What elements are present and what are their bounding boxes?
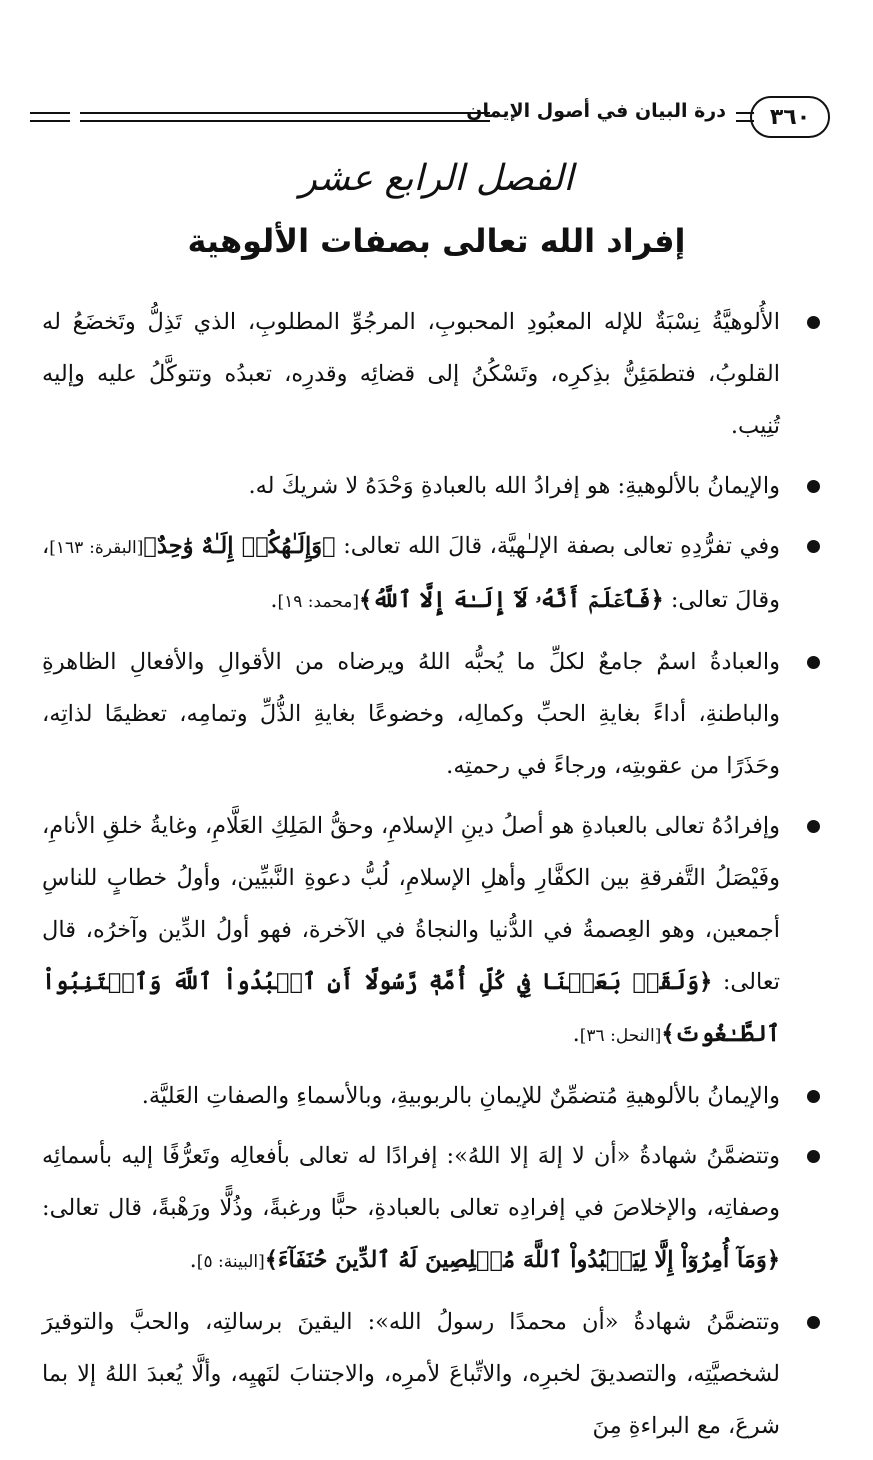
- paragraph-text: ، وقالَ تعالى:: [42, 533, 780, 613]
- paragraph-text: والإيمانُ بالألوهيةِ: هو إفرادُ الله بالعبادةِ وَحْدَهُ لا شريكَ له.: [248, 473, 780, 499]
- header-rule-divider: [736, 112, 754, 122]
- paragraph-text: وفي تفرُّدِهِ تعالى بصفة الإلـٰهيَّة، قالَ الله تعالى:: [335, 533, 780, 559]
- verse-reference: [النحل: ٣٦]: [579, 1026, 662, 1046]
- bullet-paragraph: [42, 636, 824, 792]
- quran-verse: ﴿فَٱعۡلَمۡ أَنَّهُۥ لَآ إِلَـٰهَ إِلَّا ٱللَّهُ﴾: [359, 587, 664, 613]
- quran-verse: ﴿وَلَقَدۡ بَعَثۡنَا فِي كُلِّ أُمَّةٖ رَّسُولًا أَنِ ٱعۡبُدُواْ ٱللَّهَ وَٱجۡتَنِبُواْ ٱلطَّـٰغُوتَ﴾: [42, 969, 780, 1047]
- bullet-icon: [807, 820, 820, 833]
- bullet-icon: [807, 1150, 820, 1163]
- bullet-icon: [807, 1090, 820, 1103]
- paragraph-text: وإفرادُهُ تعالى بالعبادةِ هو أصلُ دينِ الإسلامِ، وحقُّ المَلِكِ العَلَّامِ، وغايةُ خلقِ الأنامِ، وفَيْصَلُ التَّفرقةِ بين الكفَّارِ وأهلِ الإسلامِ، لُبُّ دعوةِ النَّبيِّين، وأولُ خطابٍ للناسِ أجمعين، وهو العِصمةُ في الدُّنيا والنجاةُ في الآخرة، فهو أولُ الدِّين وآخرُه، قال تعالى:: [42, 813, 780, 995]
- bullet-icon: [807, 656, 820, 669]
- paragraph-text: .: [270, 587, 278, 613]
- paragraph-text: .: [572, 1021, 580, 1047]
- bullet-paragraph: [42, 460, 824, 512]
- paragraph-text: .: [189, 1247, 197, 1273]
- paragraph-text: وتتضمَّنُ شهادةُ «أن محمدًا رسولُ الله»: اليقينَ برسالتِه، والحبَّ والتوقيرَ لشخصيَّتِه، والتصديقَ لخبرِه، والاتِّباعَ لأمرِه، والاجتنابَ لنَهيِه، وألَّا يُعبدَ اللهُ إلا بما شرعَ، مع البراءةِ مِنَ: [42, 1309, 780, 1439]
- page-number: ٣٦٠: [750, 96, 830, 138]
- quran-verse: ﴿وَمَآ أُمِرُوٓاْ إِلَّا لِيَعۡبُدُواْ ٱللَّهَ مُخۡلِصِينَ لَهُ ٱلدِّينَ حُنَفَآءَ﴾: [264, 1247, 780, 1273]
- paragraph-text: والإيمانُ بالألوهيةِ مُتضمِّنٌ للإيمانِ بالربوبيةِ، وبالأسماءِ والصفاتِ العَليَّة.: [141, 1083, 780, 1109]
- chapter-title: إفراد الله تعالى بصفات الألوهية: [187, 222, 686, 260]
- paragraph-text: وتتضمَّنُ شهادةُ «أن لا إلهَ إلا اللهُ»: إفرادًا له تعالى بأفعالِه وتَعرُّفًا إليه بأسمائِه وصفاتِه، والإخلاصَ في إفرادِه تعالى بالعبادةِ، حبًّا ورغبةً، وذُلًّا ورَهْبةً، قال تعالى:: [42, 1143, 780, 1221]
- bullet-icon: [807, 316, 820, 329]
- bullet-icon: [807, 540, 820, 553]
- bullet-paragraph: [42, 1130, 824, 1288]
- verse-reference: [محمد: ١٩]: [277, 592, 360, 612]
- bullet-paragraph: [42, 520, 824, 628]
- bullet-paragraph: [42, 800, 824, 1062]
- header-rule-divider: [30, 112, 70, 122]
- verse-reference: [البينة: ٥]: [196, 1252, 265, 1272]
- bullet-paragraph: [42, 296, 824, 452]
- bullet-paragraph: [42, 1070, 824, 1122]
- verse-reference: [البقرة: ١٦٣]: [49, 538, 144, 558]
- quran-verse: ﴿وَإِلَـٰهُكُمۡ إِلَـٰهٌ وَٰحِدٌ﴾: [143, 533, 336, 559]
- book-title: درة البيان في أصول الإيمان: [466, 100, 726, 122]
- paragraph-text: الأُلوهيَّةُ نِسْبَةٌ للإله المعبُودِ المحبوبِ، المرجُوِّ المطلوبِ، الذي تَذِلُّ وتَخضَعُ له القلوبُ، فتطمَئِنُّ بذِكرِه، وتَسْكُنُ إلى قضائِه وقدرِه، تعبدُه وتتوكَّلُ عليه وإليه تُنِيب.: [42, 309, 780, 439]
- body-text: [42, 296, 824, 1460]
- paragraph-text: والعبادةُ اسمٌ جامعٌ لكلِّ ما يُحبُّه اللهُ ويرضاه من الأقوالِ والأفعالِ الظاهرةِ والباطنةِ، أداءً بغايةِ الحبِّ وكمالِه، وخضوعًا بغايةِ الذُّلِّ وتمامِه، تعظيمًا لذاتِه، وحَذَرًا من عقوبتِه، ورجاءً في رحمتِه.: [42, 649, 780, 779]
- chapter-label: الفصل الرابع عشر: [299, 158, 574, 199]
- running-header: [30, 92, 830, 138]
- header-rule-divider: [80, 112, 490, 122]
- bullet-icon: [807, 480, 820, 493]
- bullet-icon: [807, 1316, 820, 1329]
- bullet-paragraph: [42, 1296, 824, 1452]
